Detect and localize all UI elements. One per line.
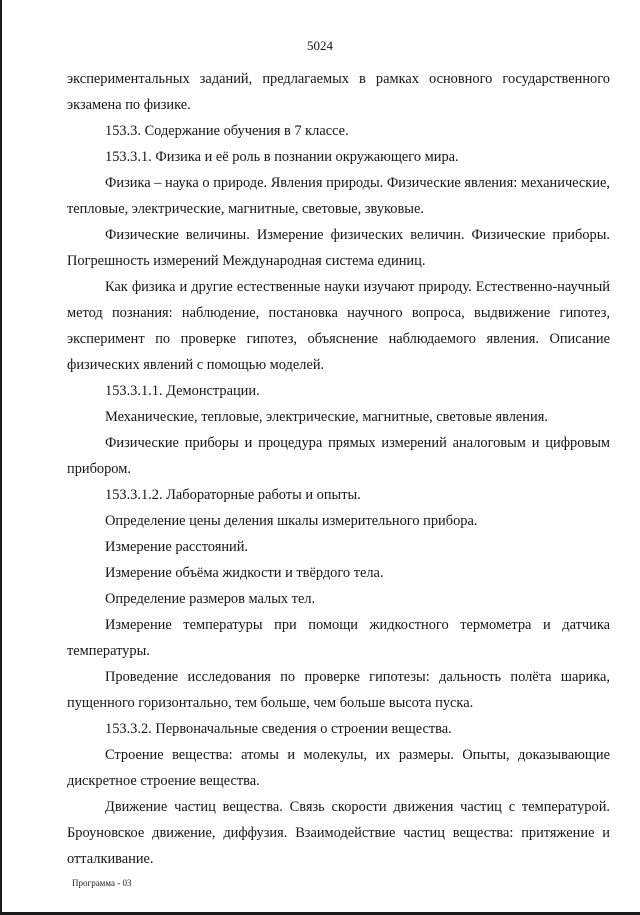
paragraph-instruments: Физические приборы и процедура прямых измерений аналоговым и цифровым прибором. [67, 435, 610, 477]
section-heading-153-3-2: 153.3.2. Первоначальные сведения о строении вещества. [105, 721, 452, 737]
section-heading-153-3-1-1: 153.3.1.1. Демонстрации. [105, 383, 260, 399]
paragraph-scientific-method: Как физика и другие естественные науки изучают природу. Естественно-научный метод познания: наблюдение, постановка научного вопроса, выдвижение гипотез, эксперимент по проверке гипотез, объяснение наблюдаемого явления. Описание физических явлений с помощью моделей. [67, 279, 610, 373]
paragraph-continuation: экспериментальных заданий, предлагаемых в рамках основного государственного экзамена по физике. [67, 71, 610, 113]
list-item: Проведение исследования по проверке гипотезы: дальность полёта шарика, пущенного горизонтально, тем больше, чем больше высота пуска. [67, 669, 610, 711]
page-edge-left [0, 0, 2, 915]
paragraph-particle-motion: Движение частиц вещества. Связь скорости движения частиц с температурой. Броуновское движение, диффузия. Взаимодействие частиц вещества: притяжение и отталкивание. [67, 799, 610, 867]
list-item: Определение размеров малых тел. [105, 591, 316, 607]
page-number: 5024 [307, 38, 333, 53]
list-item: Измерение расстояний. [105, 539, 249, 555]
list-item: Определение цены деления шкалы измерительного прибора. [105, 513, 478, 529]
section-heading-153-3: 153.3. Содержание обучения в 7 классе. [105, 123, 349, 139]
list-item: Измерение температуры при помощи жидкостного термометра и датчика температуры. [67, 617, 610, 659]
paragraph-physical-quantities: Физические величины. Измерение физических величин. Физические приборы. Погрешность измерений Международная система единиц. [67, 227, 610, 269]
document-body [67, 66, 610, 872]
list-item: Измерение объёма жидкости и твёрдого тела. [105, 565, 384, 581]
page-footer: Программа - 03 [72, 878, 132, 888]
paragraph-matter-structure: Строение вещества: атомы и молекулы, их размеры. Опыты, доказывающие дискретное строение вещества. [67, 747, 610, 789]
section-heading-153-3-1-2: 153.3.1.2. Лабораторные работы и опыты. [105, 487, 361, 503]
paragraph-demonstrations: Механические, тепловые, электрические, магнитные, световые явления. [105, 409, 548, 425]
section-heading-153-3-1: 153.3.1. Физика и её роль в познании окружающего мира. [105, 149, 459, 165]
paragraph-physics-science: Физика – наука о природе. Явления природы. Физические явления: механические, тепловые, электрические, магнитные, световые, звуковые. [67, 175, 610, 217]
